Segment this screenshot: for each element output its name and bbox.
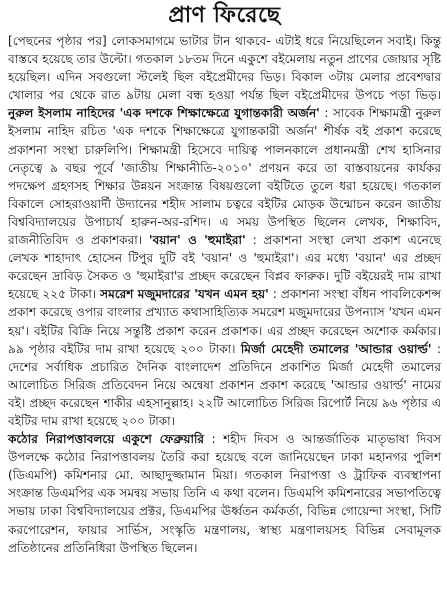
headline: প্রাণ ফিরেছে — [168, 3, 281, 28]
subheading-run: কঠোর নিরাপত্তাবলয়ে একুশে ফেব্রুয়ারি — [8, 432, 205, 447]
body-text-run: : দেশের সর্বাধিক প্রচারিত দৈনিক বাংলাদেশ প্রতিদিনে প্রকাশিত মির্জা মেহেদী তমালের আলোচিত সিরিজ প্রতিবেদন নিয়ে অন্বেষা প্রকাশন প্রকাশ করেছে 'আন্ডার ওয়ার্ল্ড' নামের বই। প্রচ্ছদ করেছেন শাকীর এহসানুল্লাহ। ২২টি আলোচিত সিরিজ রিপোর্ট নিয়ে ৯৬ পৃষ্ঠার এ বইটির দাম রাখা হয়েছে ২০০ টাকা। — [8, 341, 441, 428]
body-text-run: [পেছনের পৃষ্ঠার পর] — [8, 34, 112, 48]
subheading-run: নুরুল ইসলাম নাহিদের 'এক দশকে শিক্ষাক্ষেত্রে যুগান্তকারী অর্জন' — [8, 106, 320, 121]
body-text-run: : প্রকাশনা সংস্থা বাঁধন পাবলিকেশন্স প্রকাশ করেছে ওপার বাংলার প্রখ্যাত কথাসাহিত্যিক সমরেশ মজুমদারের উপন্যাস 'যখন এমন হয়'। বইটির বিক্রি নিয়ে সন্তুষ্টি প্রকাশ করেন প্রকাশক। এর প্রচ্ছদ করেছেন অশোক কর্মকার। ৯৯ পৃষ্ঠার বইটির দাম রাখা হয়েছে ২০০ টাকা। — [8, 287, 441, 356]
subheading-run: মির্জা মেহেদী তমালের 'আন্ডার ওয়ার্ল্ড' — [240, 341, 432, 356]
article-paragraph — [8, 430, 441, 557]
subheading-run: সমরেশ মজুমদারের 'যখন এমন হয়' — [100, 287, 269, 302]
article-paragraph — [8, 32, 441, 430]
subheading-run: 'বয়ান' ও 'হুমাইরা' — [148, 233, 246, 248]
body-text-run: : সাবেক শিক্ষামন্ত্রী নুরুল ইসলাম নাহিদ রচিত 'এক দশকে শিক্ষাক্ষেত্রে যুগান্তকারী অর্জন' শীর্ষক বই প্রকাশ করেছে প্রকাশনা সংস্থা চারুলিপি। শিক্ষামন্ত্রী হিসেবে দায়িত্ব পালনকালে প্রধানমন্ত্রী শেখ হাসিনার নেতৃত্বে ৯ বছর পূর্বে 'জাতীয় শিক্ষানীতি-২০১০' প্রণয়ন করে তা বাস্তবায়নের কার্যকর পদক্ষেপ গ্রহণসহ শিক্ষার উন্নয়ন সংক্রান্ত বিষয়গুলো বইটিতে তুলে ধরা হয়েছে। গতকাল বিকালে সোহরাওয়ার্দী উদ্যানের শহীদ সালাম চত্বরে বইটির মোড়ক উন্মোচন করেন জাতীয় বিশ্ববিদ্যালয়ের উপাচার্য হারুন-অর-রশিদ। এ সময় উপস্থিত ছিলেন লেখক, শিক্ষাবিদ, রাজনীতিবিদ ও প্রকাশকরা। — [8, 106, 442, 248]
article-body — [8, 32, 441, 557]
body-text-run: : শহীদ দিবস ও আন্তর্জাতিক মাতৃভাষা দিবস উপলক্ষে কঠোর নিরাপত্তাবলয় তৈরি করা হয়েছে বলে জানিয়েছেন ঢাকা মহানগর পুলিশ (ডিএমপি) কমিশনার মো. আছাদুজ্জামান মিয়া। গতকাল নিরাপত্তা ও ট্রাফিক ব্যবস্থাপনা সংক্রান্ত ডিএমপির এক সমন্বয় সভায় তিনি এ কথা বলেন। ডিএমপি কমিশনারের সভাপতিত্বে সভায় ঢাকা বিশ্ববিদ্যালয়ের প্রক্টর, ডিএমপির ঊর্ধ্বতন কর্মকর্তা, বিভিন্ন গোয়েন্দা সংস্থা, সিটি করপোরেশন, ফায়ার সার্ভিস, সংস্কৃতি মন্ত্রণালয়, স্বাস্থ্য মন্ত্রণালয়সহ বিভিন্ন সেবামূলক প্রতিষ্ঠানের প্রতিনিধিরা উপস্থিত ছিলেন। — [8, 432, 441, 555]
body-text-run: লোকসমাগমে ভাটার টান থাকবে- এটাই ধরে নিয়েছিলেন সবাই। কিন্তু বাস্তবে হয়েছে তার উল্টো। গতকাল ১৮তম দিনে একুশে বইমেলায় নতুন প্রাণের জোয়ার সৃষ্টি হয়েছিল। এদিন সবগুলো স্টলেই ছিল বইপ্রেমীদের ভিড়। বিকাল ৩টায় মেলার প্রবেশদ্বার খোলার পর থেকে রাত ৯টায় মেলা বন্ধ হওয়া পর্যন্ত ছিল বইপ্রেমীদের উপচে পড়া ভিড়। — [8, 34, 441, 103]
body-text-run: : প্রকাশনা সংস্থা লেখা প্রকাশ এনেছে লেখক শাহাদাৎ হোসেন টিপুর দুটি বই 'বয়ান' ও 'হুমাইরা'। এর মধ্যে 'বয়ান' এর প্রচ্ছদ করেছেন দ্রাবিড় সৈকত ও 'হুমাইরা'র প্রচ্ছদ করেছেন বিপ্লব ফারুক। দুটি বইয়েরই দাম রাখা হয়েছে ২২৫ টাকা। — [8, 233, 441, 302]
